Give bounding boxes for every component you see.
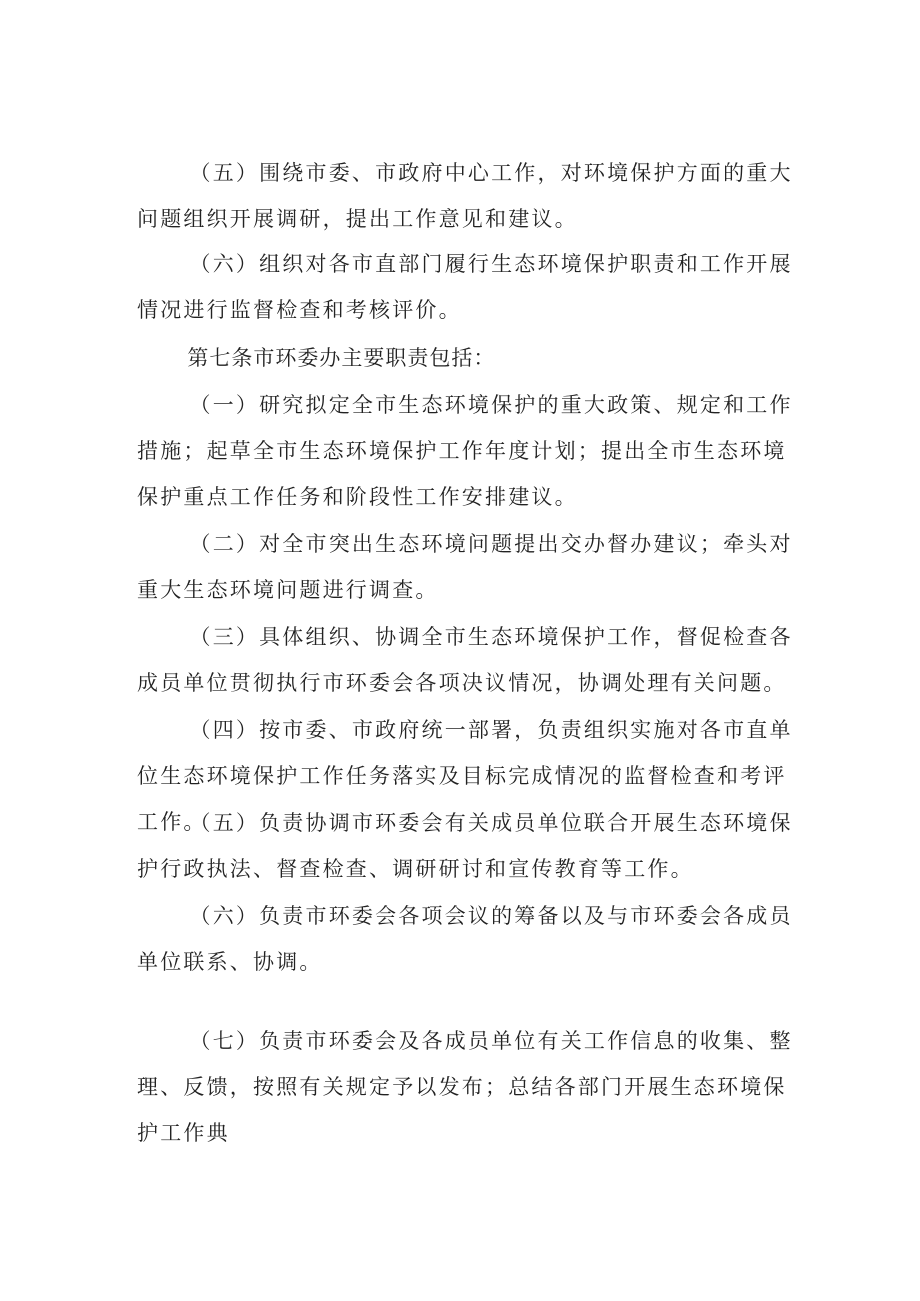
paragraph-duty-6-meetings: （六）负责市环委会各项会议的筹备以及与市环委会各成员单位联系、协调。 <box>137 904 793 974</box>
paragraph-duty-1-policy: （一）研究拟定全市生态环境保护的重大政策、规定和工作措施；起草全市生态环境保护工作年度计划；提出全市生态环境保护重点工作任务和阶段性工作安排建议。 <box>137 393 793 509</box>
paragraph-item-6-supervision: （六）组织对各市直部门履行生态环境保护职责和工作开展情况进行监督检查和考核评价。 <box>137 252 793 322</box>
article-7-heading: 第七条市环委办主要职责包括： <box>187 346 496 370</box>
paragraph-duty-3-coordination: （三）具体组织、协调全市生态环境保护工作，督促检查各成员单位贯彻执行市环委会各项决议情况，协调处理有关问题。 <box>137 625 793 695</box>
paragraph-duty-2-issues: （二）对全市突出生态环境问题提出交办督办建议；牵头对重大生态环境问题进行调查。 <box>137 532 793 602</box>
paragraph-duty-7-information: （七）负责市环委会及各成员单位有关工作信息的收集、整理、反馈，按照有关规定予以发布；总结各部门开展生态环境保护工作典 <box>137 1029 793 1145</box>
paragraph-duty-4-evaluation: （四）按市委、市政府统一部署，负责组织实施对各市直单位生态环境保护工作任务落实及目标完成情况的监督检查和考评工作。 <box>137 718 793 834</box>
paragraph-duty-5-enforcement: （五）负责协调市环委会有关成员单位联合开展生态环境保护行政执法、督查检查、调研研讨和宣传教育等工作。 <box>137 811 793 881</box>
paragraph-item-5-research: （五）围绕市委、市政府中心工作，对环境保护方面的重大问题组织开展调研，提出工作意见和建议。 <box>137 161 793 231</box>
